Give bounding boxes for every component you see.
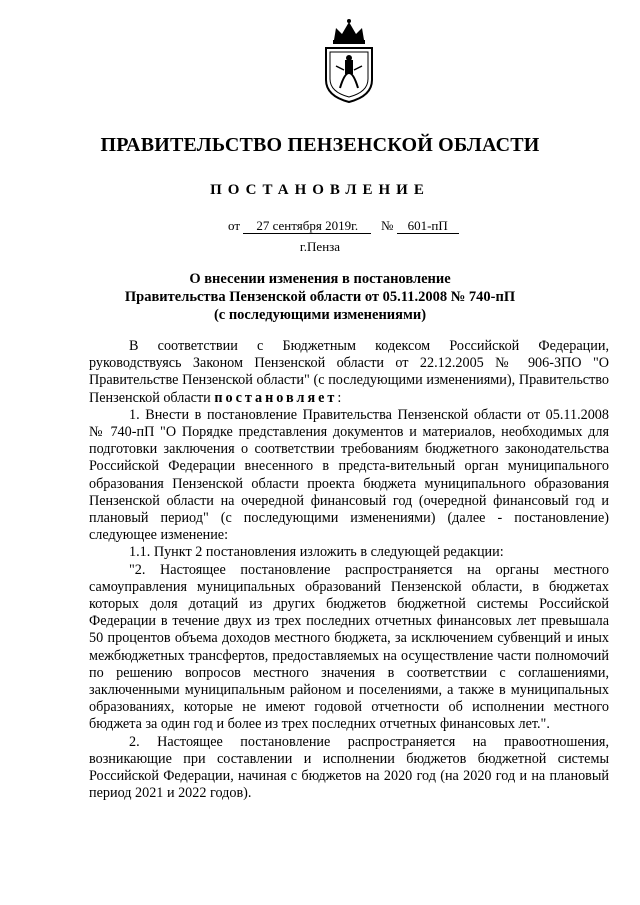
- item-1-1-paragraph: 1.1. Пункт 2 постановления изложить в следующей редакции:: [129, 544, 504, 561]
- document-number: 601-пП: [397, 219, 459, 234]
- document-subject: [0, 270, 640, 324]
- quoted-paragraph: "2. Настоящее постановление распространяется на органы местного самоуправления муниципальных образований Пензенской области, в бюджетах которых доля дотаций из других бюджетов бюджетной системы Российской Федерации в течение двух из трех последних отчетных финансовых лет превышала 50 процентов объема доходов местного бюджета, за исключением субвенций и иных межбюджетных трансфертов, предоставляемых на осуществление части полномочий по решению вопросов местного значения в соответствии с соглашениями, заключенными муниципальным районом и поселениями, а также в муниципальных образованиях, которые не имеют годовой отчетности об исполнении местного бюджета за один год и более из трех последних отчетных финансовых лет.".: [89, 561, 609, 733]
- date-prefix: от: [228, 218, 241, 233]
- city-name: г.Пенза: [299, 239, 341, 254]
- subject-line: (с последующими изменениями): [213, 307, 427, 323]
- government-title: ПРАВИТЕЛЬСТВО ПЕНЗЕНСКОЙ ОБЛАСТИ: [100, 134, 540, 156]
- date-number-line: [228, 218, 459, 234]
- document-type: ПОСТАНОВЛЕНИЕ: [210, 182, 430, 198]
- subject-line: О внесении изменения в постановление: [189, 271, 451, 287]
- preamble-text: В соответствии с Бюджетным кодексом Российской Федерации, руководствуясь Законом Пензенской области от 22.12.2005 № 906-ЗПО "О Правительстве Пензенской области" (с последующими изменениями), Правительство Пензенской области: [89, 338, 609, 406]
- preamble-paragraph: [89, 338, 609, 407]
- subject-line: Правительства Пензенской области от 05.11.2008 № 740-пП: [124, 289, 516, 305]
- item-2-paragraph: 2. Настоящее постановление распространяется на правоотношения, возникающие при составлении и исполнении бюджетов бюджетной системы Российской Федерации, начиная с бюджетов на 2020 год (на 2020 год и на плановый период 2021 и 2022 годов).: [89, 733, 609, 802]
- document-date: 27 сентября 2019г.: [243, 219, 371, 234]
- document-body: [89, 338, 609, 802]
- decides-word: постановляет: [214, 389, 338, 406]
- coat-of-arms-icon: [318, 18, 380, 104]
- decides-colon: :: [337, 389, 342, 406]
- item-1-paragraph: 1. Внести в постановление Правительства Пензенской области от 05.11.2008 № 740-пП "О Порядке представления документов и материалов, необходимых для подготовки заключения о соответствии требованиям бюджетного законодательства Российской Федерации внесенного в предста-вительный орган муниципального образования Пензенской области проекта бюджета муниципального образования Пензенской области на очередной финансовый год (очередной финансовый год и плановый период" (с последующими изменениями) (далее - постановление) следующее изменение:: [89, 406, 609, 544]
- number-prefix: №: [381, 218, 394, 233]
